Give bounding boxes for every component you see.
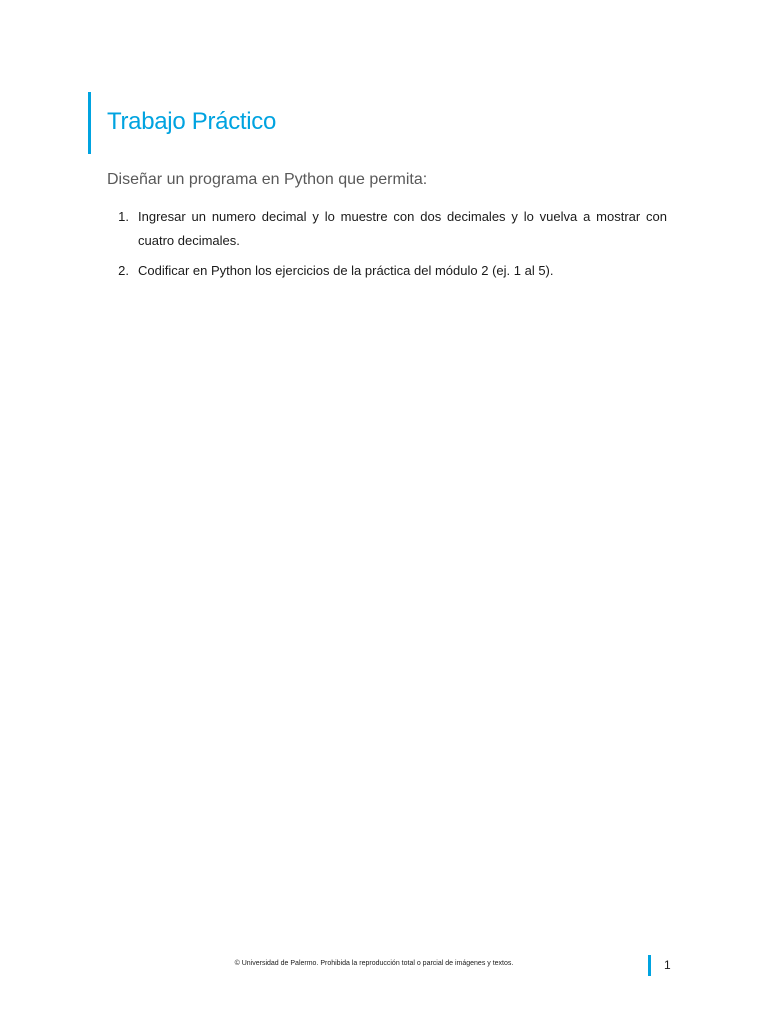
list-item-text: Codificar en Python los ejercicios de la práctica del módulo 2 (ej. 1 al 5). (138, 263, 554, 278)
list-item-number: 2. (118, 263, 129, 278)
footer-accent-bar (648, 955, 651, 976)
page-title: Trabajo Práctico (107, 108, 277, 135)
list-item (107, 205, 667, 253)
page-number: 1 (664, 958, 671, 972)
list-item-number: 1. (118, 209, 129, 224)
title-block (88, 92, 276, 154)
list-item-text: Ingresar un numero decimal y lo muestre con dos decimales y lo vuelva a mostrar con cuatro decimales. (138, 209, 667, 248)
list-item (107, 259, 667, 283)
footer-copyright: © Universidad de Palermo. Prohibida la reproducción total o parcial de imágenes y textos. (234, 960, 514, 967)
exercise-list (107, 205, 667, 289)
subtitle: Diseñar un programa en Python que permita: (107, 171, 428, 188)
